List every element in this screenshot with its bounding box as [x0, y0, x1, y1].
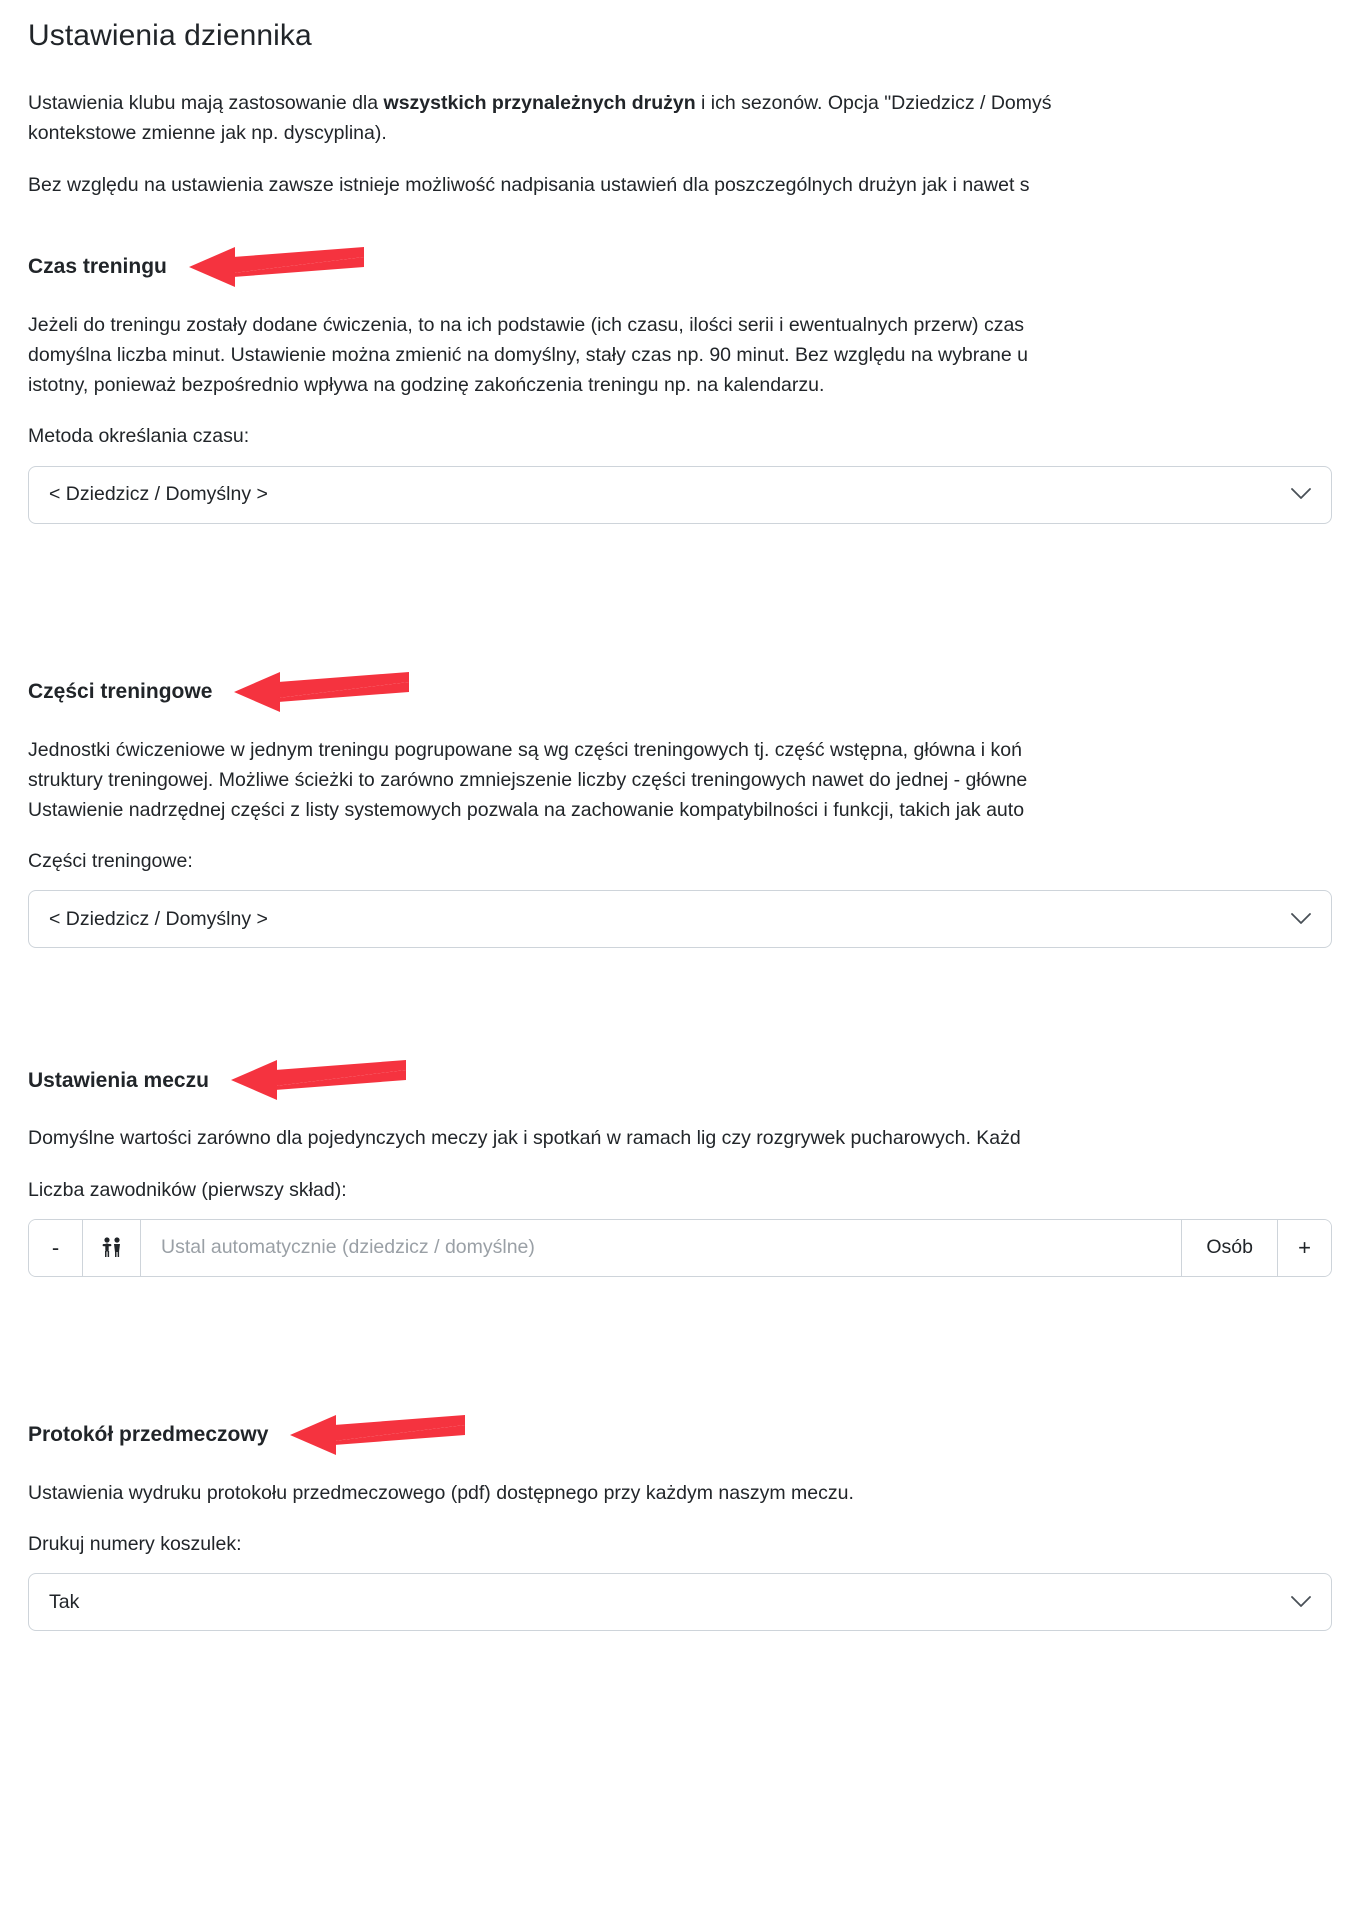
- stepper-increment-button[interactable]: +: [1277, 1220, 1331, 1276]
- desc-line: istotny, ponieważ bezpośrednio wpływa na godzinę zakończenia treningu np. na kalendarzu.: [28, 374, 825, 397]
- select-drukuj-numery-wrap: [28, 1573, 1332, 1631]
- desc-line: Ustawienia wydruku protokołu przedmeczowego (pdf) dostępnego przy każdym naszym meczu.: [28, 1481, 854, 1504]
- desc-line: struktury treningowej. Możliwe ścieżki to zarówno zmniejszenie liczby części treningowych nawet do jednej - główne: [28, 768, 1028, 791]
- section-header-czas-treningu: [28, 245, 1358, 290]
- section-title-czas-treningu: Czas treningu: [28, 255, 167, 279]
- section-title-ustawienia-meczu: Ustawienia meczu: [28, 1068, 209, 1092]
- select-czesci-treningowe[interactable]: [28, 890, 1332, 948]
- select-drukuj-numery[interactable]: [28, 1573, 1332, 1631]
- intro-paragraph-2: Bez względu na ustawienia zawsze istnieje możliwość nadpisania ustawień dla poszczególnych drużyn jak i nawet s: [28, 174, 1030, 197]
- stepper-value-input[interactable]: [141, 1220, 1181, 1276]
- section-description-ustawienia-meczu: [28, 1123, 1358, 1153]
- field-label-czesci-treningowe: Części treningowe:: [28, 850, 193, 873]
- section-title-protokol-przedmeczowy: Protokół przedmeczowy: [28, 1423, 269, 1447]
- stepper-decrement-button[interactable]: -: [29, 1220, 83, 1276]
- section-title-czesci-treningowe: Części treningowe: [28, 680, 213, 704]
- select-metoda-czasu[interactable]: [28, 466, 1332, 524]
- desc-line: domyślna liczba minut. Ustawienie można zmienić na domyślny, stały czas np. 90 minut. Bez względu na wybrane u: [28, 343, 1029, 366]
- annotation-arrow-icon: [231, 1060, 406, 1105]
- chevron-down-icon: [1291, 483, 1311, 506]
- settings-content: [0, 18, 1358, 1631]
- section-header-czesci-treningowe: [28, 670, 1358, 715]
- section-description-protokol-przedmeczowy: [28, 1478, 1358, 1508]
- people-icon: [83, 1220, 141, 1276]
- desc-line: Jeżeli do treningu zostały dodane ćwiczenia, to na ich podstawie (ich czasu, ilości serii i ewentualnych przerw) czas: [28, 313, 1025, 336]
- section-header-protokol-przedmeczowy: [28, 1413, 1358, 1458]
- select-czesci-treningowe-value: < Dziedzicz / Domyślny >: [49, 907, 268, 930]
- desc-line: Domyślne wartości zarówno dla pojedynczych meczy jak i spotkań w ramach lig czy rozgrywek pucharowych. Każd: [28, 1127, 1021, 1150]
- intro-prefix: Ustawienia klubu mają zastosowanie dla: [28, 92, 384, 114]
- select-drukuj-numery-value: Tak: [49, 1590, 80, 1613]
- annotation-arrow-icon: [234, 672, 409, 717]
- desc-line: Jednostki ćwiczeniowe w jednym treningu pogrupowane są wg części treningowych tj. część wstępna, główna i koń: [28, 738, 1022, 761]
- annotation-arrow-icon: [189, 247, 364, 292]
- select-metoda-czasu-wrap: [28, 466, 1332, 524]
- page-title: Ustawienia dziennika: [28, 19, 312, 52]
- desc-line: Ustawienie nadrzędnej części z listy systemowych pozwala na zachowanie kompatybilności i funkcji, takich jak auto: [28, 799, 1025, 821]
- intro-paragraph-1: [28, 88, 1358, 148]
- field-label-metoda-czasu: Metoda określania czasu:: [28, 425, 250, 448]
- section-header-ustawienia-meczu: [28, 1058, 1358, 1103]
- section-description-czesci-treningowe: [28, 735, 1358, 826]
- intro-suffix: i ich sezonów. Opcja "Dziedzicz / Domyś: [695, 92, 1052, 114]
- section-description-czas-treningu: [28, 310, 1358, 401]
- field-label-drukuj-numery: Drukuj numery koszulek:: [28, 1533, 242, 1556]
- chevron-down-icon: [1291, 908, 1311, 931]
- intro-line2: kontekstowe zmienne jak np. dyscyplina).: [28, 122, 387, 145]
- stepper-liczba-zawodnikow[interactable]: [28, 1219, 1332, 1277]
- stepper-unit-label: Osób: [1181, 1220, 1277, 1276]
- intro-bold: wszystkich przynależnych drużyn: [383, 92, 696, 114]
- chevron-down-icon: [1291, 1591, 1311, 1614]
- annotation-arrow-icon: [290, 1415, 465, 1460]
- select-czesci-treningowe-wrap: [28, 890, 1332, 948]
- field-label-liczba-zawodnikow: Liczba zawodników (pierwszy skład):: [28, 1178, 347, 1201]
- select-metoda-czasu-value: < Dziedzicz / Domyślny >: [49, 483, 268, 506]
